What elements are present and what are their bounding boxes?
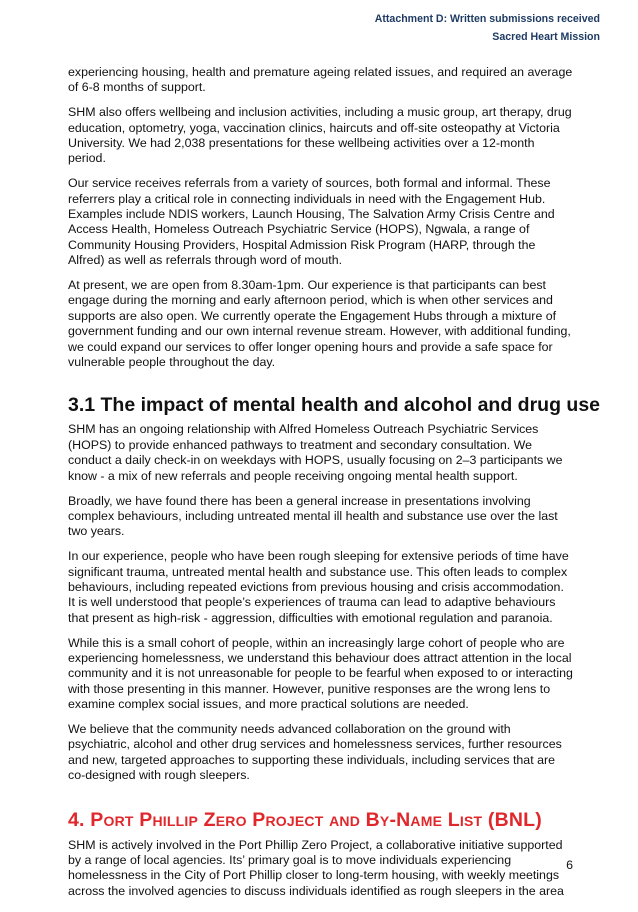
paragraph-community-perception: While this is a small cohort of people, within an increasingly large cohort of people who are experiencing homelessness, we understand this behaviour does attract attention in the local community and it is not unreasonable for people to be fearful when exposed to or interacting with those presenting in this manner. However, punitive responses are the wrong lens to examine complex social issues, and more practical solutions are needed. bbox=[68, 635, 573, 712]
section-4-heading: 4. Port Phillip Zero Project and By-Name List (BNL) bbox=[68, 808, 542, 831]
document-header bbox=[375, 10, 600, 46]
paragraph-wellbeing-activities: SHM also offers wellbeing and inclusion activities, including a music group, art therapy, drug education, optometry, yoga, vaccination clinics, haircuts and off-site osteopathy at Victoria University. We had 2,038 presentations for these wellbeing activities over a 12-month period. bbox=[68, 105, 572, 166]
paragraph-collaboration: We believe that the community needs advanced collaboration on the ground with psychiatric, alcohol and other drug services and homelessness services, further resources and new, targeted approaches to supporting these individuals, including services that are co-designed with rough sleepers. bbox=[68, 721, 562, 783]
paragraph-trauma: In our experience, people who have been rough sleeping for extensive periods of time have significant trauma, untreated mental health and substance use. This often leads to complex behaviours, including repeated evictions from previous housing and crisis accommodation. It is well understood that people’s experiences of trauma can lead to adaptive behaviours that present as high-risk - aggression, difficulties with emotional regulation and paranoia. bbox=[68, 549, 569, 625]
page-body bbox=[68, 65, 601, 909]
paragraph-hops-relationship: SHM has an ongoing relationship with Alfred Homeless Outreach Psychiatric Services (HOPS) to provide enhanced pathways to treatment and secondary consultation. We conduct a daily check-in on weekdays with HOPS, usually focusing on 2–3 participants we know - a mix of new referrals and people receiving ongoing mental health support. bbox=[68, 422, 563, 483]
paragraph-zero-project: SHM is actively involved in the Port Phillip Zero Project, a collaborative initiative supported by a range of local agencies. Its’ primary goal is to move individuals experiencing homelessness in the City of Port Phillip closer to long-term housing, with weekly meetings across the involved agencies to discuss individuals identified as rough sleepers in the area bbox=[68, 837, 564, 898]
paragraph-complex-behaviours: Broadly, we have found there has been a general increase in presentations involving complex behaviours, including untreated mental ill health and substance use over the last two years. bbox=[68, 493, 558, 539]
section-3-1-heading: 3.1 The impact of mental health and alcohol and drug use bbox=[68, 394, 601, 417]
organisation-name: Sacred Heart Mission bbox=[492, 31, 600, 43]
page-number: 6 bbox=[566, 858, 573, 872]
paragraph-support-duration: experiencing housing, health and premature ageing related issues, and required an average of 6-8 months of support. bbox=[68, 65, 573, 95]
paragraph-referrals: Our service receives referrals from a variety of sources, both formal and informal. These referrers play a critical role in connecting individuals in need with the Engagement Hub. Examples include NDIS workers, Launch Housing, The Salvation Army Crisis Centre and Access Health, Homeless Outreach Psychiatric Service (HOPS), Ngwala, a range of Community Housing Providers, Hospital Admission Risk Program (HARP, through the Alfred) as well as referrals through word of mouth. bbox=[68, 176, 555, 268]
paragraph-opening-hours: At present, we are open from 8.30am-1pm. Our experience is that participants can best engage during the morning and early afternoon period, which is when other services and supports are also open. We currently operate the Engagement Hubs through a mixture of government funding and our own internal revenue stream. However, with additional funding, we could expand our services to offer longer opening hours and provide a safe space for vulnerable people throughout the day. bbox=[68, 278, 571, 370]
attachment-title: Attachment D: Written submissions received bbox=[374, 13, 600, 25]
